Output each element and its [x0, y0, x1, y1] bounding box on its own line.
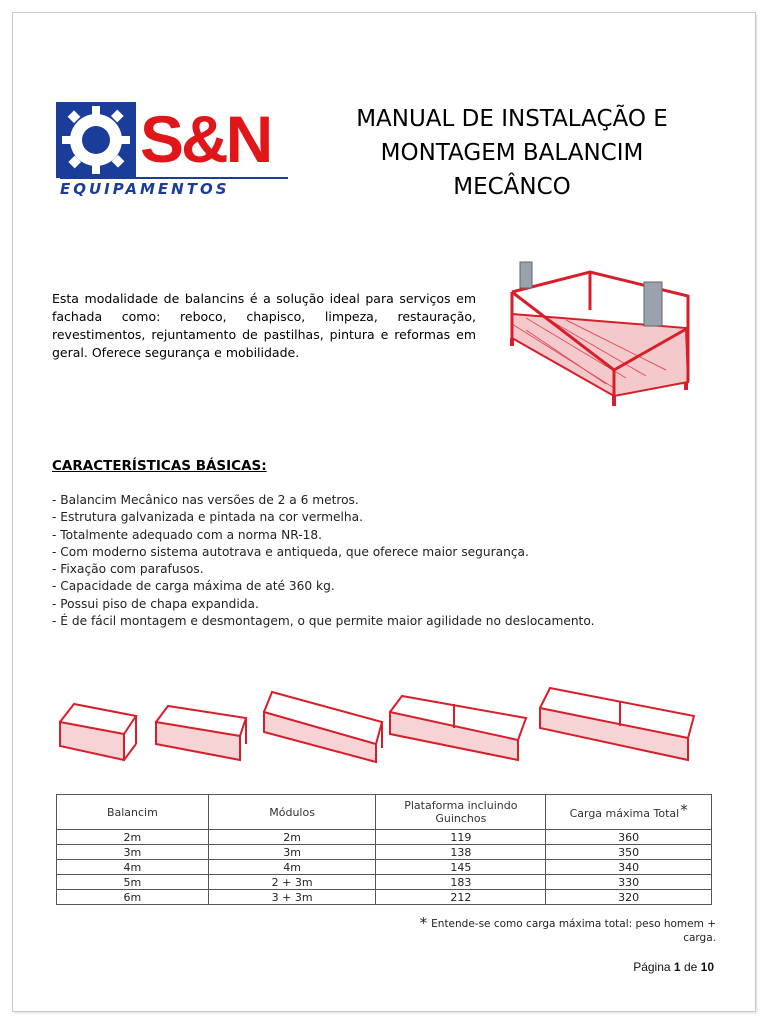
table-row: [57, 830, 712, 845]
page-total: 10: [700, 960, 714, 974]
feature-item: - Fixação com parafusos.: [52, 562, 204, 577]
cell-carga: 360: [546, 830, 712, 845]
features-heading: CARACTERÍSTICAS BÁSICAS:: [52, 458, 267, 474]
platform-thumb-4m: [264, 692, 382, 762]
feature-item: - Estrutura galvanizada e pintada na cor vermelha.: [52, 510, 364, 525]
asterisk-mark: *: [680, 801, 688, 819]
cell-plataforma: 145: [376, 860, 546, 875]
title-line-3: MECÂNCO: [453, 174, 571, 200]
platform-size-thumbnails: [54, 682, 718, 772]
cell-carga: 350: [546, 845, 712, 860]
feature-item: - Capacidade de carga máxima de até 360 kg.: [52, 579, 335, 594]
feature-item: - Com moderno sistema autotrava e antiqueda, que oferece maior segurança.: [52, 544, 529, 559]
sn-logo: [56, 100, 292, 196]
cell-plataforma: 119: [376, 830, 546, 845]
platform-thumb-2m: [60, 704, 136, 760]
footnote-text: Entende-se como carga máxima total: peso homem + carga.: [431, 918, 716, 944]
feature-item: - É de fácil montagem e desmontagem, o que permite maior agilidade no deslocamento.: [52, 614, 595, 629]
platform-thumb-5m: [390, 696, 526, 760]
page-label: Página: [633, 960, 671, 974]
footnote-asterisk: *: [419, 914, 428, 932]
cell-plataforma: 138: [376, 845, 546, 860]
feature-item: - Totalmente adequado com a norma NR-18.: [52, 527, 322, 542]
document-title: [318, 102, 706, 204]
cell-modulos: 2m: [208, 830, 376, 845]
specs-table: [56, 794, 712, 905]
table-footnote: [396, 914, 716, 944]
logo-text: S&N: [140, 102, 271, 176]
cell-balancim: 2m: [57, 830, 209, 845]
cell-modulos: 4m: [208, 860, 376, 875]
cell-modulos: 2 + 3m: [208, 875, 376, 890]
platform-photo: [506, 258, 702, 410]
header-plataforma: Plataforma incluindo Guinchos: [376, 795, 546, 830]
table-row: [57, 875, 712, 890]
platform-thumb-6m: [540, 688, 694, 760]
cell-balancim: 4m: [57, 860, 209, 875]
cell-balancim: 6m: [57, 890, 209, 905]
header-carga-maxima: Carga máxima Total*: [546, 795, 712, 830]
cell-plataforma: 183: [376, 875, 546, 890]
intro-paragraph: Esta modalidade de balancins é a solução ideal para serviços em fachada como: reboco, chapisco, limpeza, restauração, revestimentos, rejuntamento de pastilhas, pintura e reformas em geral. Oferece segurança e mobilidade.: [52, 291, 476, 360]
title-line-2: MONTAGEM BALANCIM: [380, 140, 644, 166]
page-number: [633, 960, 714, 974]
table-row: [57, 890, 712, 905]
header-balancim: Balancim: [57, 795, 209, 830]
cell-balancim: 5m: [57, 875, 209, 890]
cell-balancim: 3m: [57, 845, 209, 860]
platform-thumb-3m: [156, 706, 246, 760]
logo-subtitle: EQUIPAMENTOS: [60, 180, 230, 196]
page-sep: de: [683, 960, 698, 974]
title-line-1: MANUAL DE INSTALAÇÃO E: [356, 106, 668, 132]
feature-item: - Balancim Mecânico nas versões de 2 a 6 metros.: [52, 493, 359, 507]
header-modulos: Módulos: [208, 795, 376, 830]
cell-carga: 340: [546, 860, 712, 875]
table-header-row: [57, 795, 712, 830]
cell-modulos: 3m: [208, 845, 376, 860]
cell-carga: 330: [546, 875, 712, 890]
cell-carga: 320: [546, 890, 712, 905]
table-row: [57, 845, 712, 860]
cell-plataforma: 212: [376, 890, 546, 905]
cell-modulos: 3 + 3m: [208, 890, 376, 905]
page-current: 1: [673, 960, 681, 974]
features-list: [52, 492, 692, 630]
table-row: [57, 860, 712, 875]
feature-item: - Possui piso de chapa expandida.: [52, 596, 259, 611]
